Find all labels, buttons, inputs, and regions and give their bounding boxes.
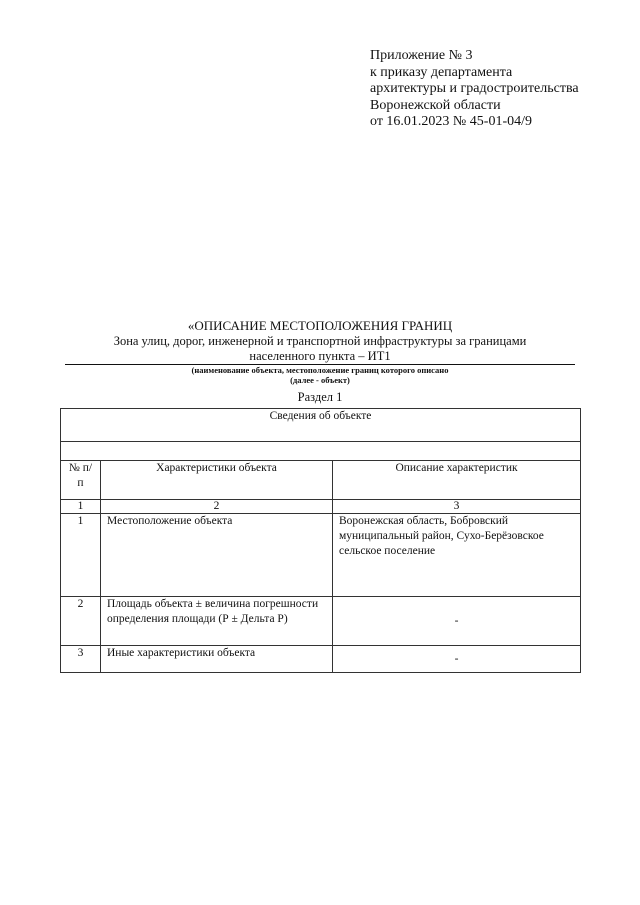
row-num: 2: [61, 597, 101, 646]
title-note-line1: (наименование объекта, местоположение границ которого описано: [191, 365, 449, 375]
column-number: 3: [333, 500, 581, 514]
table-caption-row: [61, 409, 581, 442]
row-characteristic: Местоположение объекта: [101, 514, 333, 597]
zone-name-line2: населенного пункта – ИТ1: [249, 349, 391, 363]
header-num: № п/п: [61, 461, 101, 500]
column-number: 1: [61, 500, 101, 514]
table-row: [61, 646, 581, 673]
empty-cell: [61, 442, 581, 461]
row-description: Воронежская область, Бобровский муниципальный район, Сухо-Берёзовское сельское поселение: [333, 514, 581, 597]
row-description: -: [333, 597, 581, 646]
appendix-line: к приказу департамента: [370, 64, 513, 80]
appendix-header: [370, 48, 579, 131]
section-title: Раздел 1: [297, 390, 343, 404]
column-number-row: [61, 500, 581, 514]
row-characteristic: Иные характеристики объекта: [101, 646, 333, 673]
table-row: [61, 514, 581, 597]
header-description: Описание характеристик: [333, 461, 581, 500]
appendix-line: архитектуры и градостроительства: [370, 81, 579, 96]
table-empty-row: [61, 442, 581, 461]
appendix-order-date: от 16.01.2023 № 45-01-04/9: [370, 114, 533, 129]
row-num: 3: [61, 646, 101, 673]
object-info-table: [60, 408, 581, 673]
document-title-block: [60, 318, 580, 405]
appendix-line: Приложение № 3: [370, 48, 473, 63]
document-title: «ОПИСАНИЕ МЕСТОПОЛОЖЕНИЯ ГРАНИЦ: [187, 318, 453, 333]
header-characteristics: Характеристики объекта: [101, 461, 333, 500]
table-header-row: [61, 461, 581, 500]
table-caption: Сведения об объекте: [61, 409, 581, 442]
row-description: -: [333, 646, 581, 673]
table-row: [61, 597, 581, 646]
row-num: 1: [61, 514, 101, 597]
appendix-line: Воронежской области: [370, 97, 501, 113]
row-characteristic: Площадь объекта ± величина погрешности определения площади (Р ± Дельта Р): [101, 597, 333, 646]
title-note-line2: (далее - объект): [290, 375, 350, 385]
zone-name-line1: Зона улиц, дорог, инженерной и транспортной инфраструктуры за границами: [113, 334, 527, 348]
column-number: 2: [101, 500, 333, 514]
